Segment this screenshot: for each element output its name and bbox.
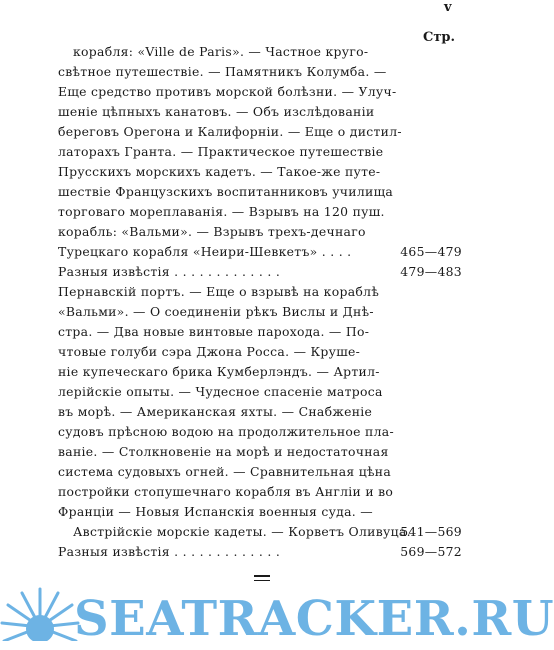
toc-line: постройки стопушечнаго корабля въ Англіи и во	[58, 484, 394, 499]
page-column-header: Стр.	[423, 30, 456, 45]
toc-page-range: 541—569	[400, 524, 462, 539]
toc-line: система судовыхъ огней. — Сравнительная цѣна	[58, 464, 392, 479]
toc-line: Франціи — Новыя Испанскія военныя суда. —	[58, 504, 373, 519]
watermark-text: SEATRACKER.RU	[74, 591, 554, 647]
toc-line: Разныя извѣстія . . . . . . . . . . . . .	[58, 544, 281, 559]
toc-line: свѣтное путешествіе. — Памятникъ Колумба. —	[58, 64, 387, 79]
toc-line: Еще средство противъ морской болѣзни. — Улуч-	[58, 84, 397, 99]
watermark	[0, 585, 554, 650]
toc-line: корабля: «Ville de Paris». — Частное круго-	[73, 44, 369, 59]
toc-line: чтовые голуби сэра Джона Росса. — Круше-	[58, 344, 361, 359]
toc-line: «Вальми». — О соединеніи рѣкъ Вислы и Днѣ-	[58, 304, 374, 319]
sun-icon	[0, 585, 80, 650]
toc-line: лерійскіе опыты. — Чудесное спасеніе матроса	[58, 384, 383, 399]
toc-line: Турецкаго корабля «Неири-Шевкетъ» . . . .	[58, 244, 352, 259]
toc-line: судовъ прѣсною водою на продолжительное пла-	[58, 424, 394, 439]
toc-line: латорахъ Гранта. — Практическое путешествіе	[58, 144, 384, 159]
page-roman-numeral: v	[444, 0, 452, 15]
toc-page-range: 479—483	[400, 264, 462, 279]
end-double-rule	[254, 575, 270, 584]
toc-line: торговаго мореплаванія. — Взрывъ на 120 пуш.	[58, 204, 385, 219]
toc-line: въ морѣ. — Американская яхты. — Снабженіе	[58, 404, 373, 419]
toc-page-range: 569—572	[400, 544, 462, 559]
toc-line: шествіе Французскихъ воспитанниковъ училища	[58, 184, 394, 199]
toc-line: ніе купеческаго брика Кумберлэндъ. — Артил-	[58, 364, 380, 379]
toc-line: Пернавскій портъ. — Еще о взрывѣ на кораблѣ	[58, 284, 380, 299]
toc-line: шеніе цѣпныхъ канатовъ. — Объ изслѣдованіи	[58, 104, 375, 119]
toc-page-range: 465—479	[400, 244, 462, 259]
toc-line: Австрійскіе морскіе кадеты. — Корветъ Оливуца.	[73, 524, 411, 539]
toc-line: ваніе. — Столкновеніе на морѣ и недостаточная	[58, 444, 389, 459]
toc-line: корабль: «Вальми». — Взрывъ трехъ-дечнаго	[58, 224, 366, 239]
toc-line: Прусскихъ морскихъ кадетъ. — Такое-же путе-	[58, 164, 381, 179]
toc-line: береговъ Орегона и Калифорніи. — Еще о дистил-	[58, 124, 402, 139]
toc-line: Разныя извѣстія . . . . . . . . . . . . .	[58, 264, 281, 279]
toc-line: стра. — Два новые винтовые парохода. — По-	[58, 324, 370, 339]
